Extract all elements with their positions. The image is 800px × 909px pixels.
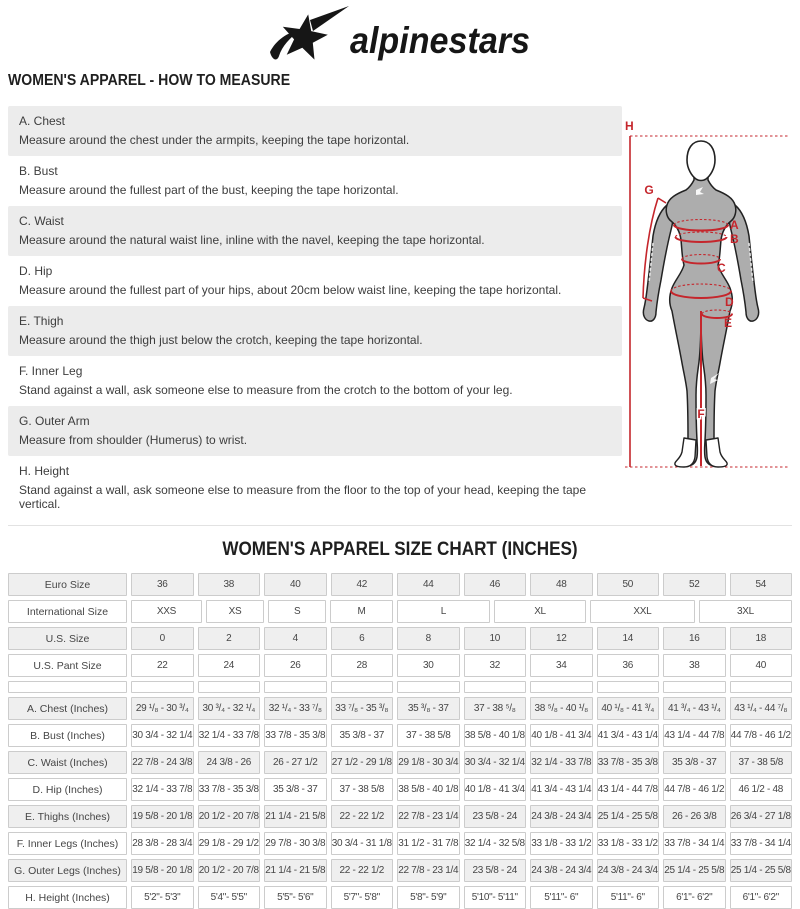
measure-step-description: Measure around the fullest part of your hips, about 20cm below waist line, keeping the tape horizontal. — [19, 283, 562, 297]
chart-row-b-bust-inches — [8, 724, 792, 747]
size-cell: 41 3/4 - 43 1/4 — [530, 778, 593, 801]
how-to-measure-title: WOMEN'S APPAREL - HOW TO MEASURE — [8, 72, 291, 89]
size-cell — [530, 681, 593, 693]
size-cell: 8 — [397, 627, 460, 650]
size-chart-table — [8, 573, 792, 909]
size-cell — [131, 681, 194, 693]
size-cell: L — [397, 600, 490, 623]
size-cell: 40 — [730, 654, 793, 677]
size-cell: 23 5/8 - 24 — [464, 805, 527, 828]
size-cell: 40 ¹/₈ - 41 ³/₄ — [597, 697, 660, 720]
size-cell: 38 5/8 - 40 1/8 — [464, 724, 527, 747]
size-cell: 21 1/4 - 21 5/8 — [264, 859, 327, 882]
size-cell: XS — [206, 600, 264, 623]
how-to-measure-section — [8, 106, 792, 526]
size-cell: 10 — [464, 627, 527, 650]
size-cell: 40 1/8 - 41 3/4 — [464, 778, 527, 801]
size-cell: 30 3/4 - 31 1/8 — [331, 832, 394, 855]
size-cell: 46 1/2 - 48 — [730, 778, 793, 801]
size-cell: 41 ³/₄ - 43 ¹/₄ — [663, 697, 726, 720]
size-cell: 0 — [131, 627, 194, 650]
measure-step-description: Measure around the chest under the armpits, keeping the tape horizontal. — [19, 133, 410, 147]
chart-row-euro-size — [8, 573, 792, 596]
size-cell: 23 5/8 - 24 — [464, 859, 527, 882]
size-cell: 24 3/8 - 26 — [198, 751, 261, 774]
size-cell: 30 ³/₄ - 32 ¹/₄ — [198, 697, 261, 720]
measure-step-a-chest — [8, 106, 622, 156]
measure-step-description: Measure around the thigh just below the crotch, keeping the tape horizontal. — [19, 333, 423, 347]
chart-row-c-waist-inches — [8, 751, 792, 774]
size-cell: 26 - 27 1/2 — [264, 751, 327, 774]
size-cell: 41 3/4 - 43 1/4 — [597, 724, 660, 747]
size-cell: 22 7/8 - 23 1/4 — [397, 859, 460, 882]
measure-step-g-outer-arm — [8, 406, 622, 456]
size-cell — [663, 681, 726, 693]
measurement-figure — [622, 108, 792, 476]
size-cell: 43 ¹/₄ - 44 ⁷/₈ — [730, 697, 793, 720]
size-cell: 19 5/8 - 20 1/8 — [131, 859, 194, 882]
row-label: D. Hip (Inches) — [8, 778, 127, 801]
chart-row-u-s-size — [8, 627, 792, 650]
size-chart-title: WOMEN'S APPAREL SIZE CHART (INCHES) — [222, 539, 578, 560]
size-cell: 29 ¹/₈ - 30 ³/₄ — [131, 697, 194, 720]
size-cell: 36 — [131, 573, 194, 596]
size-cell: 5'2"- 5'3" — [131, 886, 194, 909]
chart-spacer-row — [8, 681, 792, 693]
measure-step-label: G. Outer Arm — [19, 414, 90, 428]
measure-step-description: Measure around the fullest part of the bust, keeping the tape horizontal. — [19, 183, 399, 197]
measure-step-description: Measure from shoulder (Humerus) to wrist. — [19, 433, 248, 447]
size-cell: M — [330, 600, 392, 623]
logo-wordmark: alpinestars — [350, 20, 530, 61]
size-cell: 32 — [464, 654, 527, 677]
label-C: C — [717, 261, 726, 275]
size-cell: 33 7/8 - 35 3/8 — [597, 751, 660, 774]
size-cell: 6'1"- 6'2" — [730, 886, 793, 909]
size-cell: 24 3/8 - 24 3/4 — [597, 859, 660, 882]
size-cell — [597, 681, 660, 693]
size-cell: 38 ⁵/₈ - 40 ¹/₈ — [530, 697, 593, 720]
measure-step-label: A. Chest — [19, 114, 66, 128]
size-cell: 40 1/8 - 41 3/4 — [530, 724, 593, 747]
measure-step-description: Measure around the natural waist line, inline with the navel, keeping the tape horizontal. — [19, 233, 485, 247]
size-cell: 44 — [397, 573, 460, 596]
size-cell: 24 — [198, 654, 261, 677]
size-cell: XXL — [590, 600, 695, 623]
size-cell: 16 — [663, 627, 726, 650]
row-label: Euro Size — [8, 573, 127, 596]
size-cell — [198, 681, 261, 693]
size-cell: 28 — [331, 654, 394, 677]
size-cell: 24 3/8 - 24 3/4 — [530, 859, 593, 882]
measure-steps-list — [8, 106, 622, 520]
measure-step-label: B. Bust — [19, 164, 58, 178]
measure-step-f-inner-leg — [8, 356, 622, 406]
row-label: F. Inner Legs (Inches) — [8, 832, 127, 855]
measure-step-h-height — [8, 456, 622, 520]
size-cell: 22 - 22 1/2 — [331, 805, 394, 828]
size-cell: 44 7/8 - 46 1/2 — [663, 778, 726, 801]
size-cell: 30 3/4 - 32 1/4 — [464, 751, 527, 774]
measure-step-label: D. Hip — [19, 264, 53, 278]
size-cell: 26 — [264, 654, 327, 677]
size-cell: 50 — [597, 573, 660, 596]
size-cell: 38 — [198, 573, 261, 596]
size-cell: 40 — [264, 573, 327, 596]
size-cell: 38 5/8 - 40 1/8 — [397, 778, 460, 801]
size-cell: 14 — [597, 627, 660, 650]
row-label: E. Thighs (Inches) — [8, 805, 127, 828]
row-label: B. Bust (Inches) — [8, 724, 127, 747]
size-cell: 44 7/8 - 46 1/2 — [730, 724, 793, 747]
size-cell: 37 - 38 5/8 — [397, 724, 460, 747]
size-cell: 24 3/8 - 24 3/4 — [530, 805, 593, 828]
size-cell — [264, 681, 327, 693]
size-cell: 20 1/2 - 20 7/8 — [198, 859, 261, 882]
size-cell: 37 - 38 5/8 — [331, 778, 394, 801]
chart-row-u-s-pant-size — [8, 654, 792, 677]
label-F: F — [697, 407, 705, 421]
size-cell: 4 — [264, 627, 327, 650]
size-cell: 21 1/4 - 21 5/8 — [264, 805, 327, 828]
size-cell: 3XL — [699, 600, 792, 623]
alpinestars-star-icon — [270, 6, 349, 60]
size-cell: 30 — [397, 654, 460, 677]
row-label: C. Waist (Inches) — [8, 751, 127, 774]
size-cell: 33 1/8 - 33 1/2 — [530, 832, 593, 855]
size-cell: 43 1/4 - 44 7/8 — [663, 724, 726, 747]
size-cell: 12 — [530, 627, 593, 650]
chart-row-d-hip-inches — [8, 778, 792, 801]
size-cell: 5'11"- 6" — [597, 886, 660, 909]
measure-step-label: F. Inner Leg — [19, 364, 83, 378]
size-cell: 5'10"- 5'11" — [464, 886, 527, 909]
size-cell: 26 3/4 - 27 1/8 — [730, 805, 793, 828]
chart-row-h-height-inches — [8, 886, 792, 909]
body-diagram — [622, 108, 792, 476]
chart-row-e-thighs-inches — [8, 805, 792, 828]
size-cell: 46 — [464, 573, 527, 596]
size-cell: 33 7/8 - 34 1/4 — [663, 832, 726, 855]
size-cell: 19 5/8 - 20 1/8 — [131, 805, 194, 828]
size-cell: 37 - 38 5/8 — [730, 751, 793, 774]
size-cell: 5'11"- 6" — [530, 886, 593, 909]
size-cell: 34 — [530, 654, 593, 677]
size-cell: 22 7/8 - 23 1/4 — [397, 805, 460, 828]
size-cell: 32 1/4 - 32 5/8 — [464, 832, 527, 855]
size-cell: 22 - 22 1/2 — [331, 859, 394, 882]
size-cell: 36 — [597, 654, 660, 677]
brand-header — [0, 0, 800, 68]
size-cell: 25 1/4 - 25 5/8 — [730, 859, 793, 882]
size-cell: 33 7/8 - 35 3/8 — [264, 724, 327, 747]
measure-step-c-waist — [8, 206, 622, 256]
size-cell: XL — [494, 600, 586, 623]
size-cell: 5'8"- 5'9" — [397, 886, 460, 909]
alpinestars-logo — [266, 6, 534, 64]
size-cell: 28 3/8 - 28 3/4 — [131, 832, 194, 855]
size-cell: 31 1/2 - 31 7/8 — [397, 832, 460, 855]
size-cell: 35 3/8 - 37 — [331, 724, 394, 747]
size-cell: 32 1/4 - 33 7/8 — [530, 751, 593, 774]
size-cell: 26 - 26 3/8 — [663, 805, 726, 828]
measure-step-e-thigh — [8, 306, 622, 356]
size-cell: 25 1/4 - 25 5/8 — [663, 859, 726, 882]
size-cell — [397, 681, 460, 693]
size-cell: 25 1/4 - 25 5/8 — [597, 805, 660, 828]
size-cell: 32 1/4 - 33 7/8 — [198, 724, 261, 747]
size-cell: 37 - 38 ⁵/₈ — [464, 697, 527, 720]
size-cell: 18 — [730, 627, 793, 650]
size-cell: 33 7/8 - 34 1/4 — [730, 832, 793, 855]
row-label: International Size — [8, 600, 127, 623]
size-cell: XXS — [131, 600, 202, 623]
size-cell: 5'5"- 5'6" — [264, 886, 327, 909]
chart-row-international-size — [8, 600, 792, 623]
size-cell: 32 ¹/₄ - 33 ⁷/₈ — [264, 697, 327, 720]
measure-step-label: H. Height — [19, 464, 70, 478]
size-cell — [730, 681, 793, 693]
size-cell: 27 1/2 - 29 1/8 — [331, 751, 394, 774]
size-cell: 6'1"- 6'2" — [663, 886, 726, 909]
size-cell: 29 7/8 - 30 3/8 — [264, 832, 327, 855]
size-cell: 2 — [198, 627, 261, 650]
size-cell: 33 7/8 - 35 3/8 — [198, 778, 261, 801]
row-label: U.S. Pant Size — [8, 654, 127, 677]
row-label: U.S. Size — [8, 627, 127, 650]
size-cell: 35 3/8 - 37 — [264, 778, 327, 801]
size-cell: 30 3/4 - 32 1/4 — [131, 724, 194, 747]
measure-step-label: E. Thigh — [19, 314, 64, 328]
chart-row-f-inner-legs-inches — [8, 832, 792, 855]
size-cell: 33 1/8 - 33 1/2 — [597, 832, 660, 855]
row-label: H. Height (Inches) — [8, 886, 127, 909]
size-cell: 29 1/8 - 30 3/4 — [397, 751, 460, 774]
size-cell: 20 1/2 - 20 7/8 — [198, 805, 261, 828]
size-cell: 42 — [331, 573, 394, 596]
measure-step-d-hip — [8, 256, 622, 306]
row-label — [8, 681, 127, 693]
size-cell: 33 ⁷/₈ - 35 ³/₈ — [331, 697, 394, 720]
size-cell: 29 1/8 - 29 1/2 — [198, 832, 261, 855]
label-D: D — [725, 295, 734, 309]
size-cell: 48 — [530, 573, 593, 596]
measure-step-description: Stand against a wall, ask someone else to measure from the crotch to the bottom of your leg. — [19, 383, 513, 397]
label-E: E — [724, 316, 733, 330]
label-H: H — [625, 119, 634, 133]
size-cell — [464, 681, 527, 693]
size-cell: 38 — [663, 654, 726, 677]
size-cell: 52 — [663, 573, 726, 596]
size-cell: 22 — [131, 654, 194, 677]
size-cell: 5'7"- 5'8" — [331, 886, 394, 909]
size-cell: 54 — [730, 573, 793, 596]
chart-row-a-chest-inches — [8, 697, 792, 720]
size-cell: 32 1/4 - 33 7/8 — [131, 778, 194, 801]
label-G: G — [644, 183, 654, 197]
figure-head — [687, 141, 715, 181]
size-cell: S — [268, 600, 326, 623]
measure-step-label: C. Waist — [19, 214, 64, 228]
row-label: A. Chest (Inches) — [8, 697, 127, 720]
size-cell: 35 3/8 - 37 — [663, 751, 726, 774]
size-cell: 22 7/8 - 24 3/8 — [131, 751, 194, 774]
chart-row-g-outer-legs-inches — [8, 859, 792, 882]
measure-step-b-bust — [8, 156, 622, 206]
size-cell — [331, 681, 394, 693]
row-label: G. Outer Legs (Inches) — [8, 859, 127, 882]
size-cell: 6 — [331, 627, 394, 650]
size-cell: 5'4"- 5'5" — [198, 886, 261, 909]
size-cell: 35 ³/₈ - 37 — [397, 697, 460, 720]
label-A: A — [730, 218, 739, 232]
label-B: B — [730, 232, 739, 246]
measure-step-description: Stand against a wall, ask someone else to measure from the floor to the top of your head, keeping the tape vertical. — [19, 483, 587, 511]
size-cell: 43 1/4 - 44 7/8 — [597, 778, 660, 801]
